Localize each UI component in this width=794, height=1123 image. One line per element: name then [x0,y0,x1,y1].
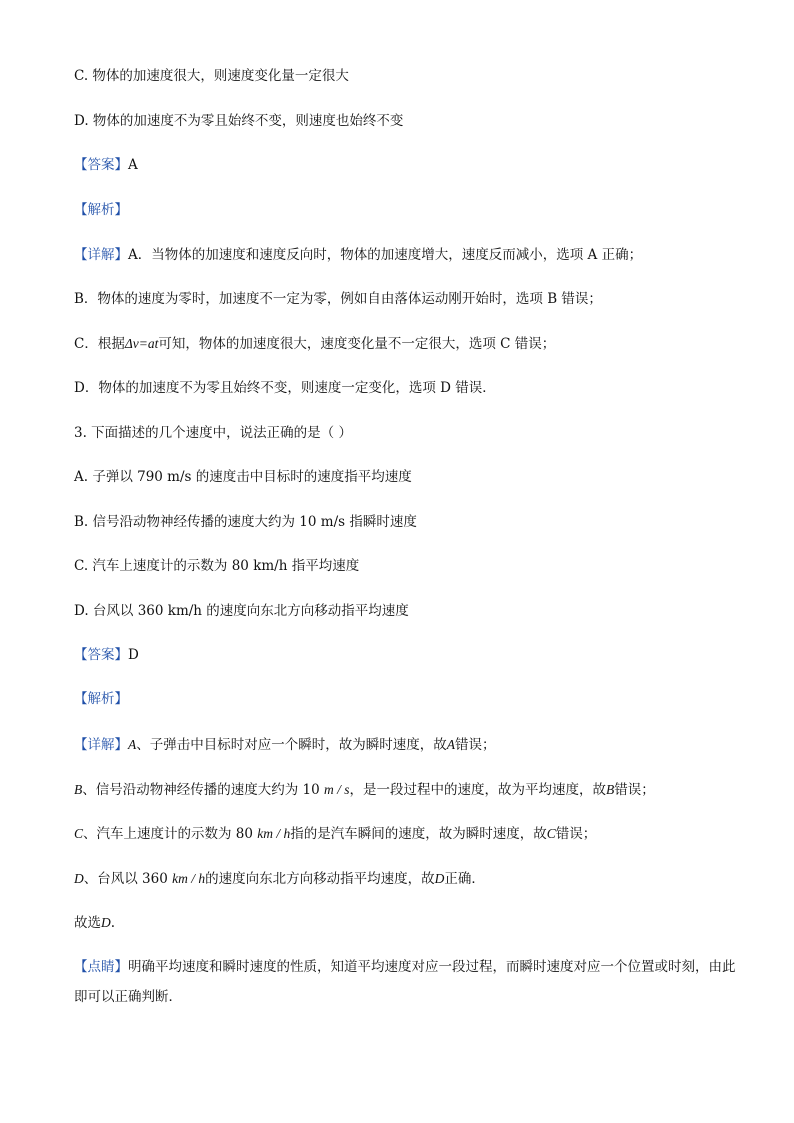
q2-option-d: D. 物体的加速度不为零且始终不变，则速度也始终不变 [74,113,404,129]
var-letter: A [128,737,137,752]
answer-tag: 【答案】 [74,647,128,663]
unit: km / h [172,871,206,886]
var-letter: D [74,871,84,886]
q3-analysis-tag: 【解析】 [74,691,128,707]
detail-text: ，是一段过程中的速度，故为平均速度，故 [349,782,607,798]
detail-text: 、台风以 360 [83,871,173,887]
conclusion-text: . [110,915,116,931]
answer-value: D [128,647,139,663]
q3-option-c: C. 汽车上速度计的示数为 80 km/h 指平均速度 [74,558,360,574]
unit: m / s [324,782,350,797]
q3-option-a: A. 子弹以 790 m/s 的速度击中目标时的速度指平均速度 [74,469,412,485]
q3-comment [74,952,738,1012]
q3-detail-3 [74,827,596,842]
q3-conclusion [74,916,115,931]
q3-stem: 3. 下面描述的几个速度中，说法正确的是（ ） [74,425,352,441]
var-letter: A [446,737,455,752]
formula: Δv=at [124,336,159,351]
comment-tag: 【点睛】 [74,959,128,975]
detail-text: 错误； [455,737,496,753]
detail-text: 、子弹击中目标时对应一个瞬时，故为瞬时速度，故 [136,737,447,753]
detail-text: 、信号沿动物神经传播的速度大约为 10 [82,782,325,798]
q3-detail-2 [74,783,655,798]
answer-tag: 【答案】 [74,157,128,173]
q3-answer [74,649,139,663]
detail-text: 指的是汽车瞬间的速度，故为瞬时速度，故 [290,826,547,842]
q3-option-d: D. 台风以 360 km/h 的速度向东北方向移动指平均速度 [74,603,409,619]
conclusion-text: 故选 [74,915,101,931]
var-letter: B [606,782,615,797]
q3-detail-1 [74,738,496,753]
detail-text: 错误； [614,782,655,798]
q2-option-c: C. 物体的加速度很大，则速度变化量一定很大 [74,68,349,84]
answer-value: A [128,157,138,173]
q3-option-b: B. 信号沿动物神经传播的速度大约为 10 m/s 指瞬时速度 [74,514,417,530]
var-letter: D [101,915,111,930]
detail-tag: 【详解】 [74,737,128,753]
var-letter: C [74,826,84,841]
detail-text: C．根据 [74,336,125,352]
comment-text: 明确平均速度和瞬时速度的性质，知道平均速度对应一段过程，而瞬时速度对应一个位置或时刻，由此即可以正确判断． [74,959,736,1005]
detail-text: 、汽车上速度计的示数为 80 [83,826,258,842]
var-letter: D [434,871,445,886]
q2-detail-d: D．物体的加速度不为零且始终不变，则速度一定变化，选项 D 错误． [74,380,496,396]
unit: km / h [257,826,291,841]
q2-analysis-tag: 【解析】 [74,202,128,218]
q2-answer [74,159,138,173]
detail-text: 可知，物体的加速度很大，速度变化量不一定很大，选项 C 错误； [158,336,556,352]
q2-detail-b: B．物体的速度为零时，加速度不一定为零，例如自由落体运动刚开始时，选项 B 错误； [74,291,602,307]
detail-text: 错误； [555,826,597,842]
q2-detail-a [74,249,642,263]
detail-text: 的速度向东北方向移动指平均速度，故 [205,871,435,887]
detail-tag: 【详解】 [74,247,128,263]
detail-text: A．当物体的加速度和速度反向时，物体的加速度增大，速度反而减小，选项 A 正确； [128,247,643,263]
detail-text: 正确． [444,871,485,887]
var-letter: B [74,782,83,797]
q2-detail-c [74,337,555,352]
var-letter: C [546,826,556,841]
q3-detail-4 [74,872,485,887]
